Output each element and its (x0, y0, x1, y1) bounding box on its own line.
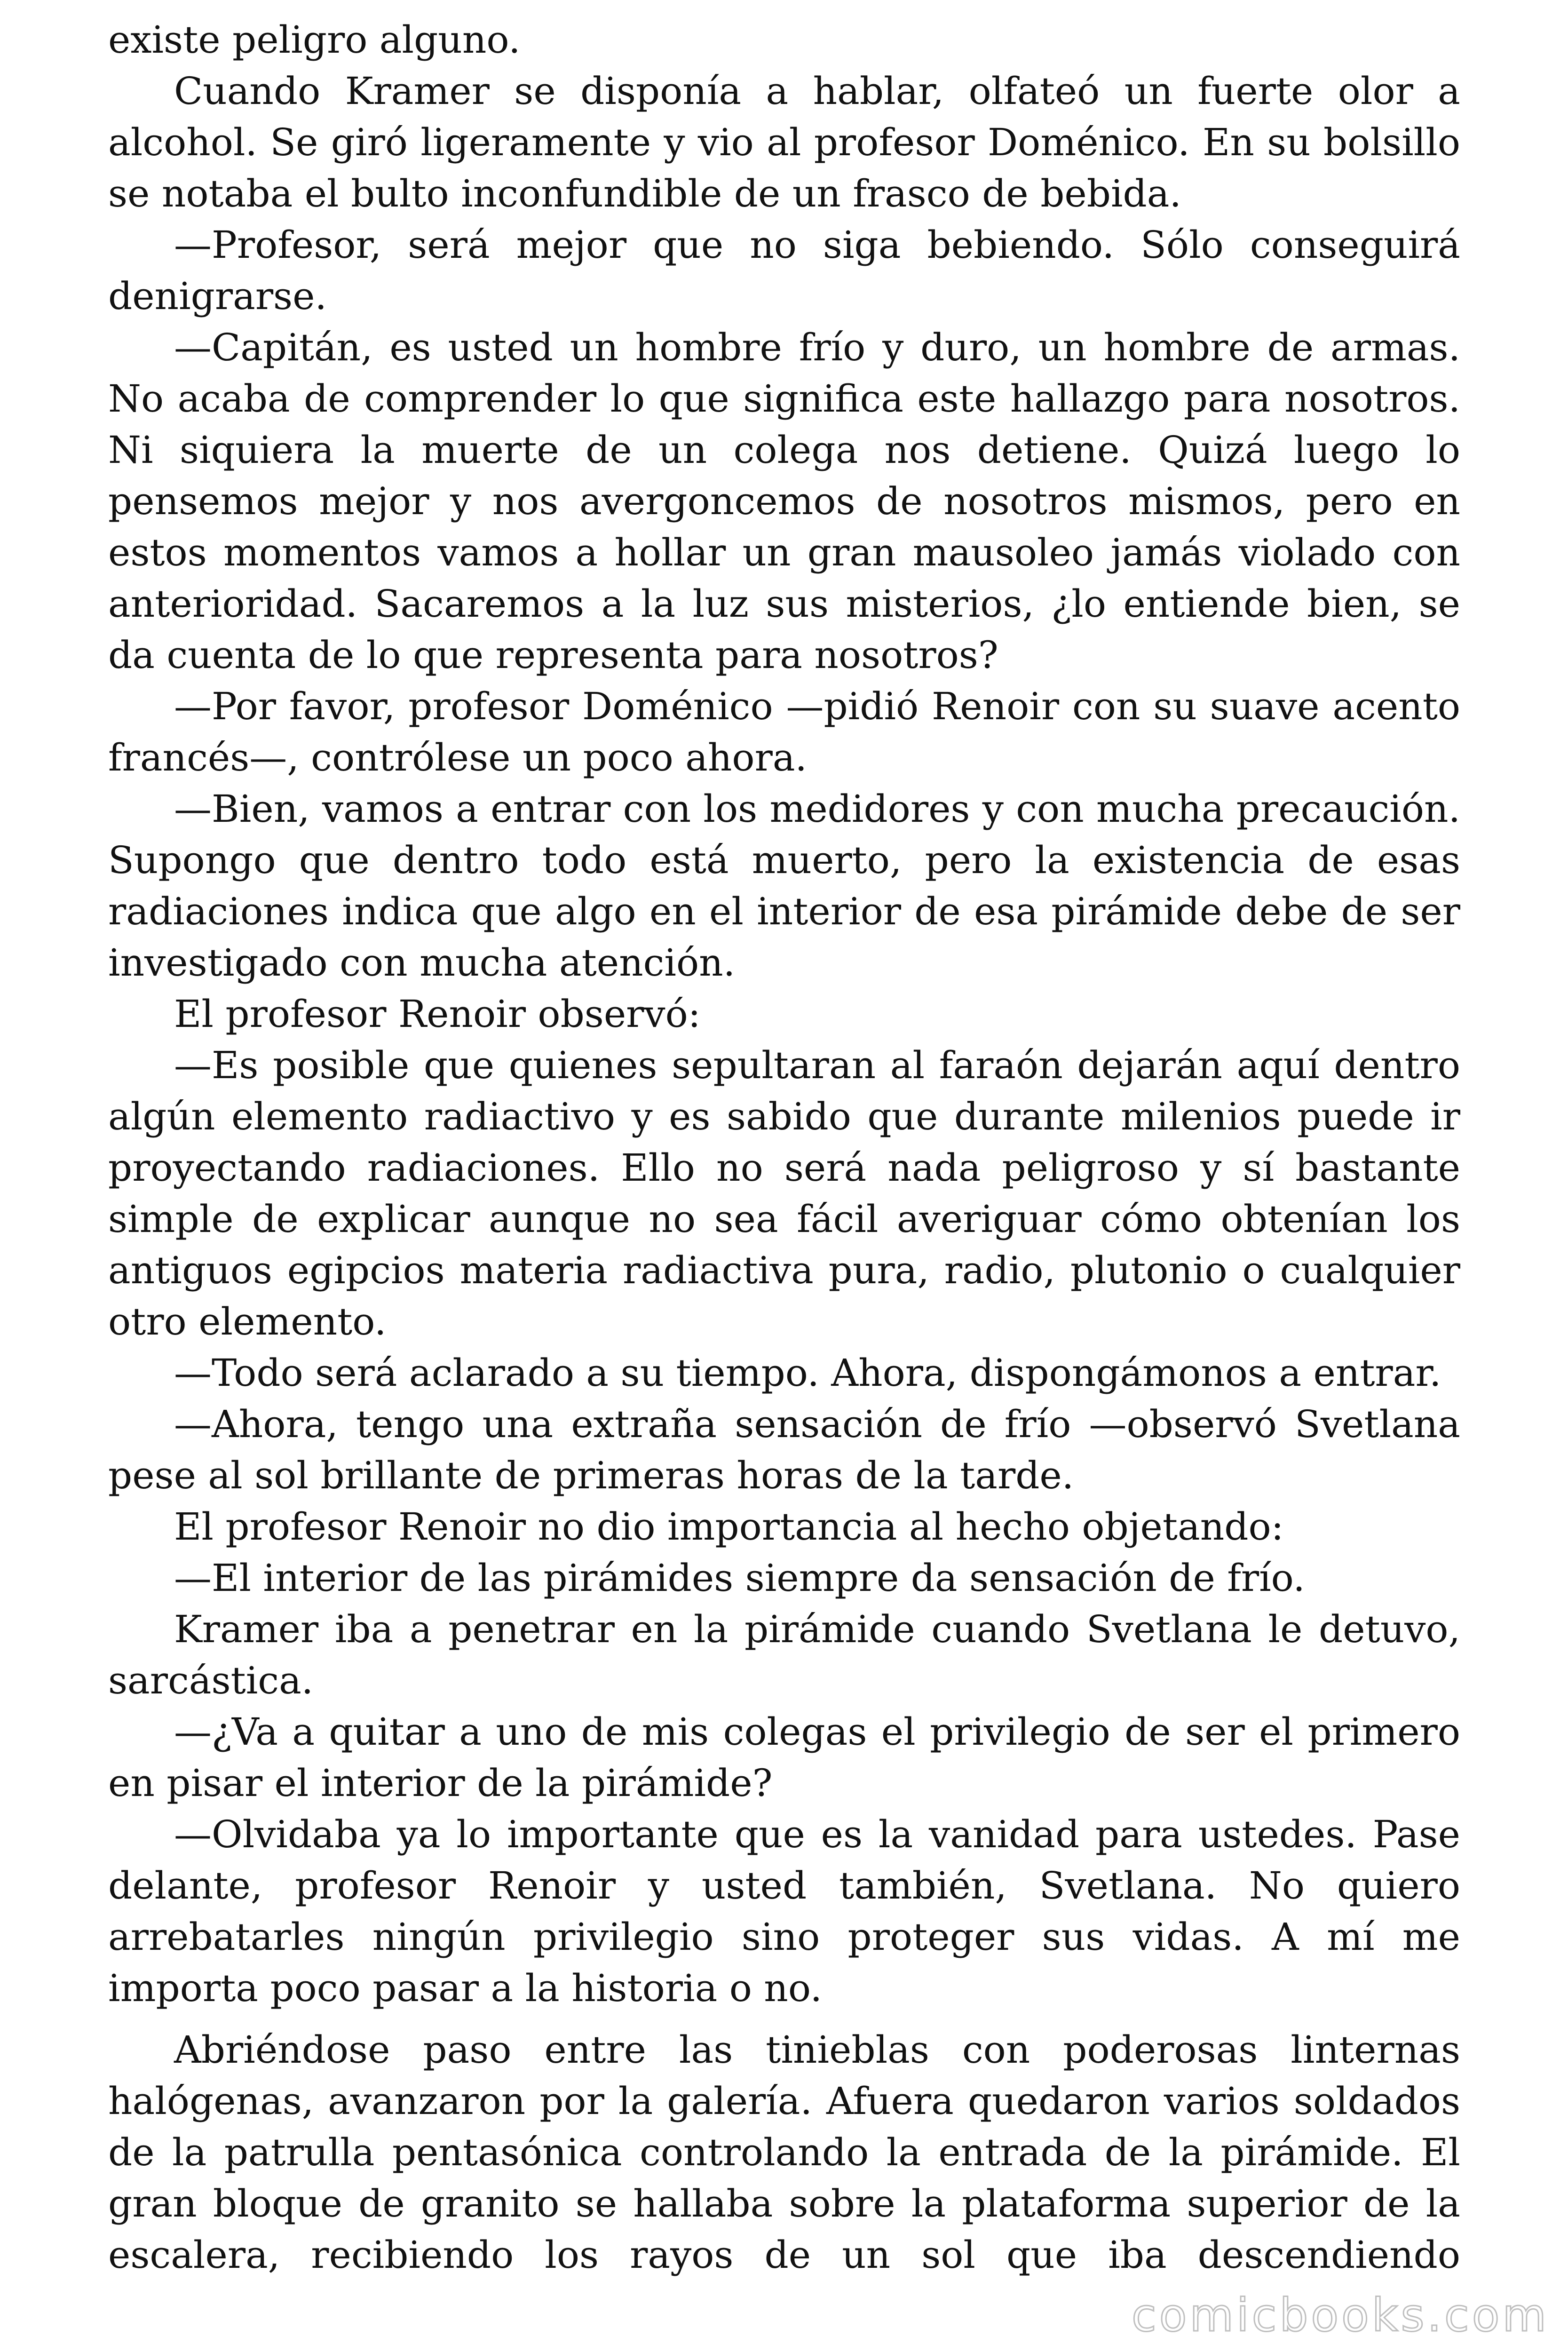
paragraph-7: El profesor Renoir observó: (174, 992, 701, 1036)
paragraph-15: —Olvidaba ya lo importante que es la vanidad para ustedes. Pase delante, profesor Renoir y usted también, Svetlana. No quiero arrebatarles ningún privilegio sino proteger sus vidas. A mí me importa poco pasar a la historia o no. (108, 1812, 1460, 2010)
paragraph-3: —Profesor, será mejor que no siga bebiendo. Sólo conseguirá denigrarse. (108, 223, 1460, 318)
paragraph-6: —Bien, vamos a entrar con los medidores y con mucha precaución. Supongo que dentro todo está muerto, pero la existencia de esas radiaciones indica que algo en el interior de esa pirámide debe de ser investigado con mucha atención. (108, 787, 1460, 985)
paragraph-12: —El interior de las pirámides siempre da sensación de frío. (174, 1556, 1305, 1600)
book-page (108, 14, 1460, 2310)
paragraph-1: existe peligro alguno. (108, 18, 521, 62)
paragraph-8: —Es posible que quienes sepultaran al faraón dejarán aquí dentro algún elemento radiactivo y es sabido que durante milenios puede ir proyectando radiaciones. Ello no será nada peligroso y sí bastante simple de explicar aunque no sea fácil averiguar cómo obtenían los antiguos egipcios materia radiactiva pura, radio, plutonio o cualquier otro elemento. (108, 1043, 1460, 1343)
paragraph-4: —Capitán, es usted un hombre frío y duro, un hombre de armas. No acaba de comprender lo que significa este hallazgo para nosotros. Ni siquiera la muerte de un colega nos detiene. Quizá luego lo pensemos mejor y nos avergoncemos de nosotros mismos, pero en estos momentos vamos a hollar un gran mausoleo jamás violado con anterioridad. Sacaremos a la luz sus misterios, ¿lo entiende bien, se da cuenta de lo que representa para nosotros? (108, 326, 1460, 677)
paragraph-10: —Ahora, tengo una extraña sensación de frío —observó Svetlana pese al sol brillante de primeras horas de la tarde. (108, 1402, 1460, 1497)
watermark-logo: comicbooks.com (1131, 2289, 1549, 2342)
paragraph-5: —Por favor, profesor Doménico —pidió Renoir con su suave acento francés—, contrólese un poco ahora. (108, 684, 1460, 779)
paragraph-13: Kramer iba a penetrar en la pirámide cuando Svetlana le detuvo, sarcástica. (108, 1607, 1460, 1702)
paragraph-2: Cuando Kramer se disponía a hablar, olfateó un fuerte olor a alcohol. Se giró ligeramente y vio al profesor Doménico. En su bolsillo se notaba el bulto inconfundible de un frasco de bebida. (108, 69, 1460, 215)
paragraph-16: Abriéndose paso entre las tinieblas con poderosas linternas halógenas, avanzaron por la galería. Afuera quedaron varios soldados de la patrulla pentasónica controlando la entrada de la pirámide. El gran bloque de granito se hallaba sobre la plataforma superior de la escalera, recibiendo los rayos de un sol que iba descendiendo (108, 2028, 1460, 2277)
paragraph-11: El profesor Renoir no dio importancia al hecho objetando: (174, 1505, 1284, 1549)
paragraph-14: —¿Va a quitar a uno de mis colegas el privilegio de ser el primero en pisar el interior de la pirámide? (108, 1710, 1460, 1805)
paragraph-9: —Todo será aclarado a su tiempo. Ahora, dispongámonos a entrar. (174, 1351, 1441, 1395)
